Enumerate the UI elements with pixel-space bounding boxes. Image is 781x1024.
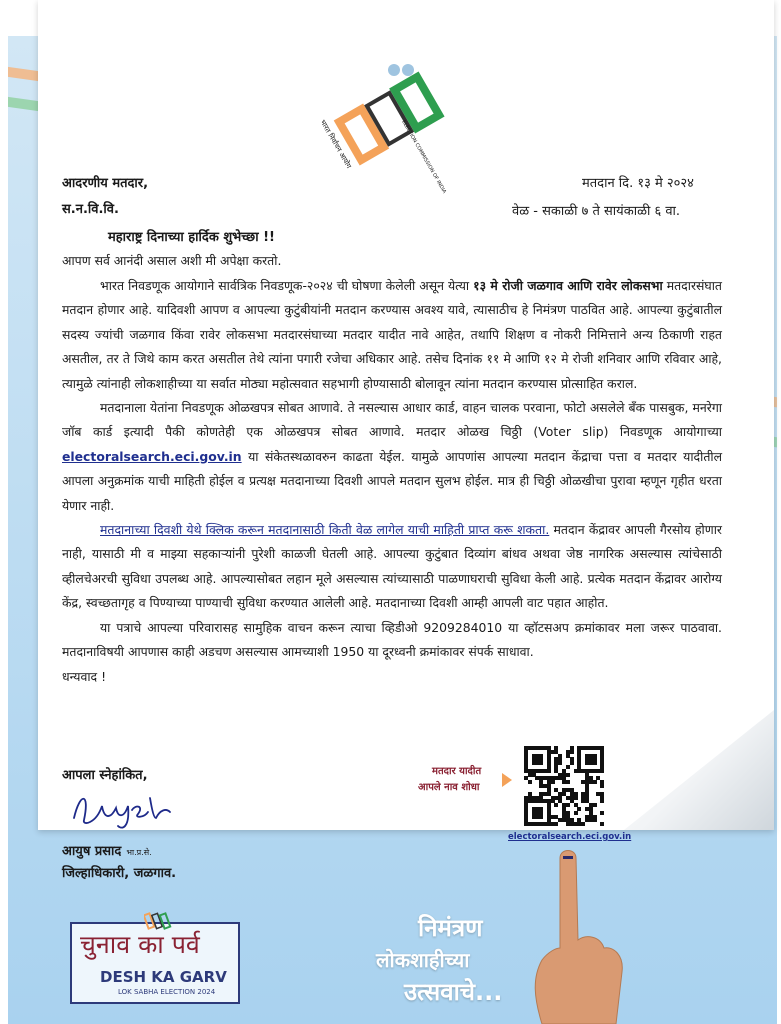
officer-service: भा.प्र.से. [126, 848, 152, 857]
invite-line-1: निमंत्रण [418, 914, 483, 942]
qr-module [539, 761, 543, 765]
qr-url[interactable]: electoralsearch.eci.gov.in [508, 832, 632, 842]
salutation: आदरणीय मतदार, [62, 176, 149, 191]
qr-module [551, 780, 555, 784]
qr-module [574, 811, 578, 815]
qr-module [554, 803, 558, 807]
officer-name-row [62, 840, 152, 859]
qr-module [600, 811, 604, 815]
qr-module [566, 780, 570, 784]
inked-finger-icon [520, 848, 630, 1024]
closing: आपला स्नेहांकित, [62, 768, 148, 783]
paragraph-4: या पत्राचे आपल्या परिवारासह सामुहिक वाचन करून त्याचा व्हिडीओ 9209284010 या व्हॉटसअप क्रमांकावर मला जरूर पाठवावा. मतदानाविषयी आपणास काही अडचण असल्यास आमच्याशी 1950 या दूरध्वनी क्रमांकावर संपर्क साधावा. [62, 619, 722, 660]
qr-module [566, 765, 570, 769]
campaign-subtitle: LOK SABHA ELECTION 2024 [118, 988, 216, 996]
qr-module [593, 780, 597, 784]
qr-caption-1: मतदार यादीत [432, 766, 482, 777]
qr-module [566, 803, 570, 807]
qr-module [581, 822, 585, 826]
qr-module [577, 807, 581, 811]
paragraph-2: मतदानाला येतांना निवडणूक ओळखपत्र सोबत आणावे. ते नसल्यास आधार कार्ड, वाहन चालक परवाना, फोटो असलेले बँक पासबुक, मनरेगा जॉब कार्ड इत्यादी पैकी कोणतेही एक ओळखपत्र सोबत आणावे. मतदार ओळख चिठ्ठी (Voter slip) निवडणूक आयोगाच्या electoralsearch.eci.gov.in या संकेतस्थळावरुन काढता येईल. यामुळे आपणांस आपल्या मतदान केंद्राचा पत्ता व मतदार यादीतील आपला अनुक्रमांक याची माहिती होईल व प्रत्यक्ष मतदानाच्या दिवशी आपले मतदान सुलभ होईल. मात्र ही चिठ्ठी ओळखीचा पुरावा म्हणून गृहीत धरता येणार नाही. [62, 400, 722, 513]
eci-hindi: भारत निर्वाचन आयोग [318, 118, 353, 170]
qr-module [558, 761, 562, 765]
qr-module [600, 799, 604, 803]
qr-module [566, 773, 570, 777]
officer-name: आयुष प्रसाद [62, 844, 122, 859]
queue-time-link[interactable]: मतदानाच्या दिवशी येथे क्लिक करून मतदानासाठी किती वेळ लागेल याची माहिती प्राप्त करू शकता. [100, 522, 550, 538]
qr-module [528, 780, 532, 784]
paragraph-3: मतदानाच्या दिवशी येथे क्लिक करून मतदानासाठी किती वेळ लागेल याची माहिती प्राप्त करू शकता. मतदान केंद्रावर आपली गैरसोय होणार नाही, यासाठी मी व माझ्या सहकाऱ्यांनी पुरेशी काळजी घेतली आहे. आपल्या कुटुंबात दिव्यांग बांधव अथवा जेष्ठ नागरिक असल्यास त्यांचेसाठी व्हीलचेअरची सुविधा उपलब्ध आहे. आपल्यासोबत लहान मूले असल्यास त्यांच्यासाठी पाळणाघराची सुविधा केली आहे. प्रत्येक मतदान केंद्रावर आरोग्य केंद्र, स्वच्छतागृह व पिण्याच्या पाण्याची सुविधा करण्यात आलेली आहे. मतदानाच्या दिवशी आम्ही आपली वाट पहात आहोत. [62, 522, 722, 611]
thanks: धन्यवाद ! [62, 668, 107, 684]
election-highlight: १३ मे रोजी जळगाव आणि रावेर लोकसभा [473, 278, 663, 293]
designation: जिल्हाधिकारी, जळगाव. [62, 866, 177, 881]
qr-module [547, 769, 551, 773]
greeting: महाराष्ट्र दिनाच्या हार्दिक शुभेच्छा !! [108, 230, 275, 245]
qr-module [593, 761, 597, 765]
qr-module [600, 784, 604, 788]
qr-module [570, 750, 574, 754]
signature-image [66, 788, 176, 830]
qr-module [593, 803, 597, 807]
eci-logo [318, 58, 450, 195]
qr-module [600, 822, 604, 826]
page-curl [624, 710, 774, 830]
poll-date: मतदान दि. १३ मे २०२४ [582, 176, 694, 191]
letter-body [62, 274, 722, 689]
campaign-english: DESH KA GARV [100, 968, 227, 986]
qr-code[interactable] [524, 746, 604, 826]
qr-module [570, 761, 574, 765]
qr-module [600, 769, 604, 773]
invite-line-2: लोकशाहीच्या [376, 948, 470, 972]
campaign-logo [70, 922, 240, 1004]
qr-module [593, 818, 597, 822]
qr-module [554, 822, 558, 826]
wish: आपण सर्व आनंदी असाल अशी मी अपेक्षा करतो. [62, 253, 282, 268]
abbrev: स.न.वि.वि. [62, 202, 119, 217]
poll-time: वेळ - सकाळी ७ ते सायंकाळी ६ वा. [512, 204, 681, 219]
eci-english: ELECTION COMMISSION OF INDIA [400, 119, 448, 195]
invite-line-3: उत्सवाचे... [404, 978, 503, 1006]
qr-caption-2: आपले नाव शोधा [418, 782, 480, 793]
electoral-search-link[interactable]: electoralsearch.eci.gov.in [62, 448, 242, 464]
paragraph-1: भारत निवडणूक आयोगाने सार्वत्रिक निवडणूक-२०२४ ची घोषणा केलेली असून येत्या १३ मे रोजी जळगाव आणि रावेर लोकसभा मतदारसंघात मतदान होणार आहे. यादिवशी आपण व आपल्या कुटुंबीयांनी मतदान करण्यास अवश्य यावे, त्यासाठीच हे निमंत्रण पाठवित आहे. आपल्या कुटुंबातील सदस्य ज्यांची जळगाव किंवा रावेर लोकसभा मतदारसंघाच्या मतदार यादीत नावे आहेत, तथापि शिक्षण व नोकरी निमित्ताने अन्य ठिकाणी राहत असतील, तर ते जिथे काम करत असतील तेथे त्यांना पगारी रजेचा अधिकार आहे. तसेच दिनांक ११ मे आणि १२ मे रोजी शनिवार आणि रविवार आहे, त्यामुळे त्यांनाही लोकशाहीच्या या सर्वात मोठ्या महोत्सवात सहभागी होण्यासाठी बोलावून त्यांना मतदान करण्यास प्रोत्साहित कराल. [62, 278, 722, 391]
arrow-icon [502, 773, 512, 787]
qr-module [574, 796, 578, 800]
qr-module [539, 815, 543, 819]
campaign-hindi: चुनाव का पर्व [80, 930, 200, 959]
